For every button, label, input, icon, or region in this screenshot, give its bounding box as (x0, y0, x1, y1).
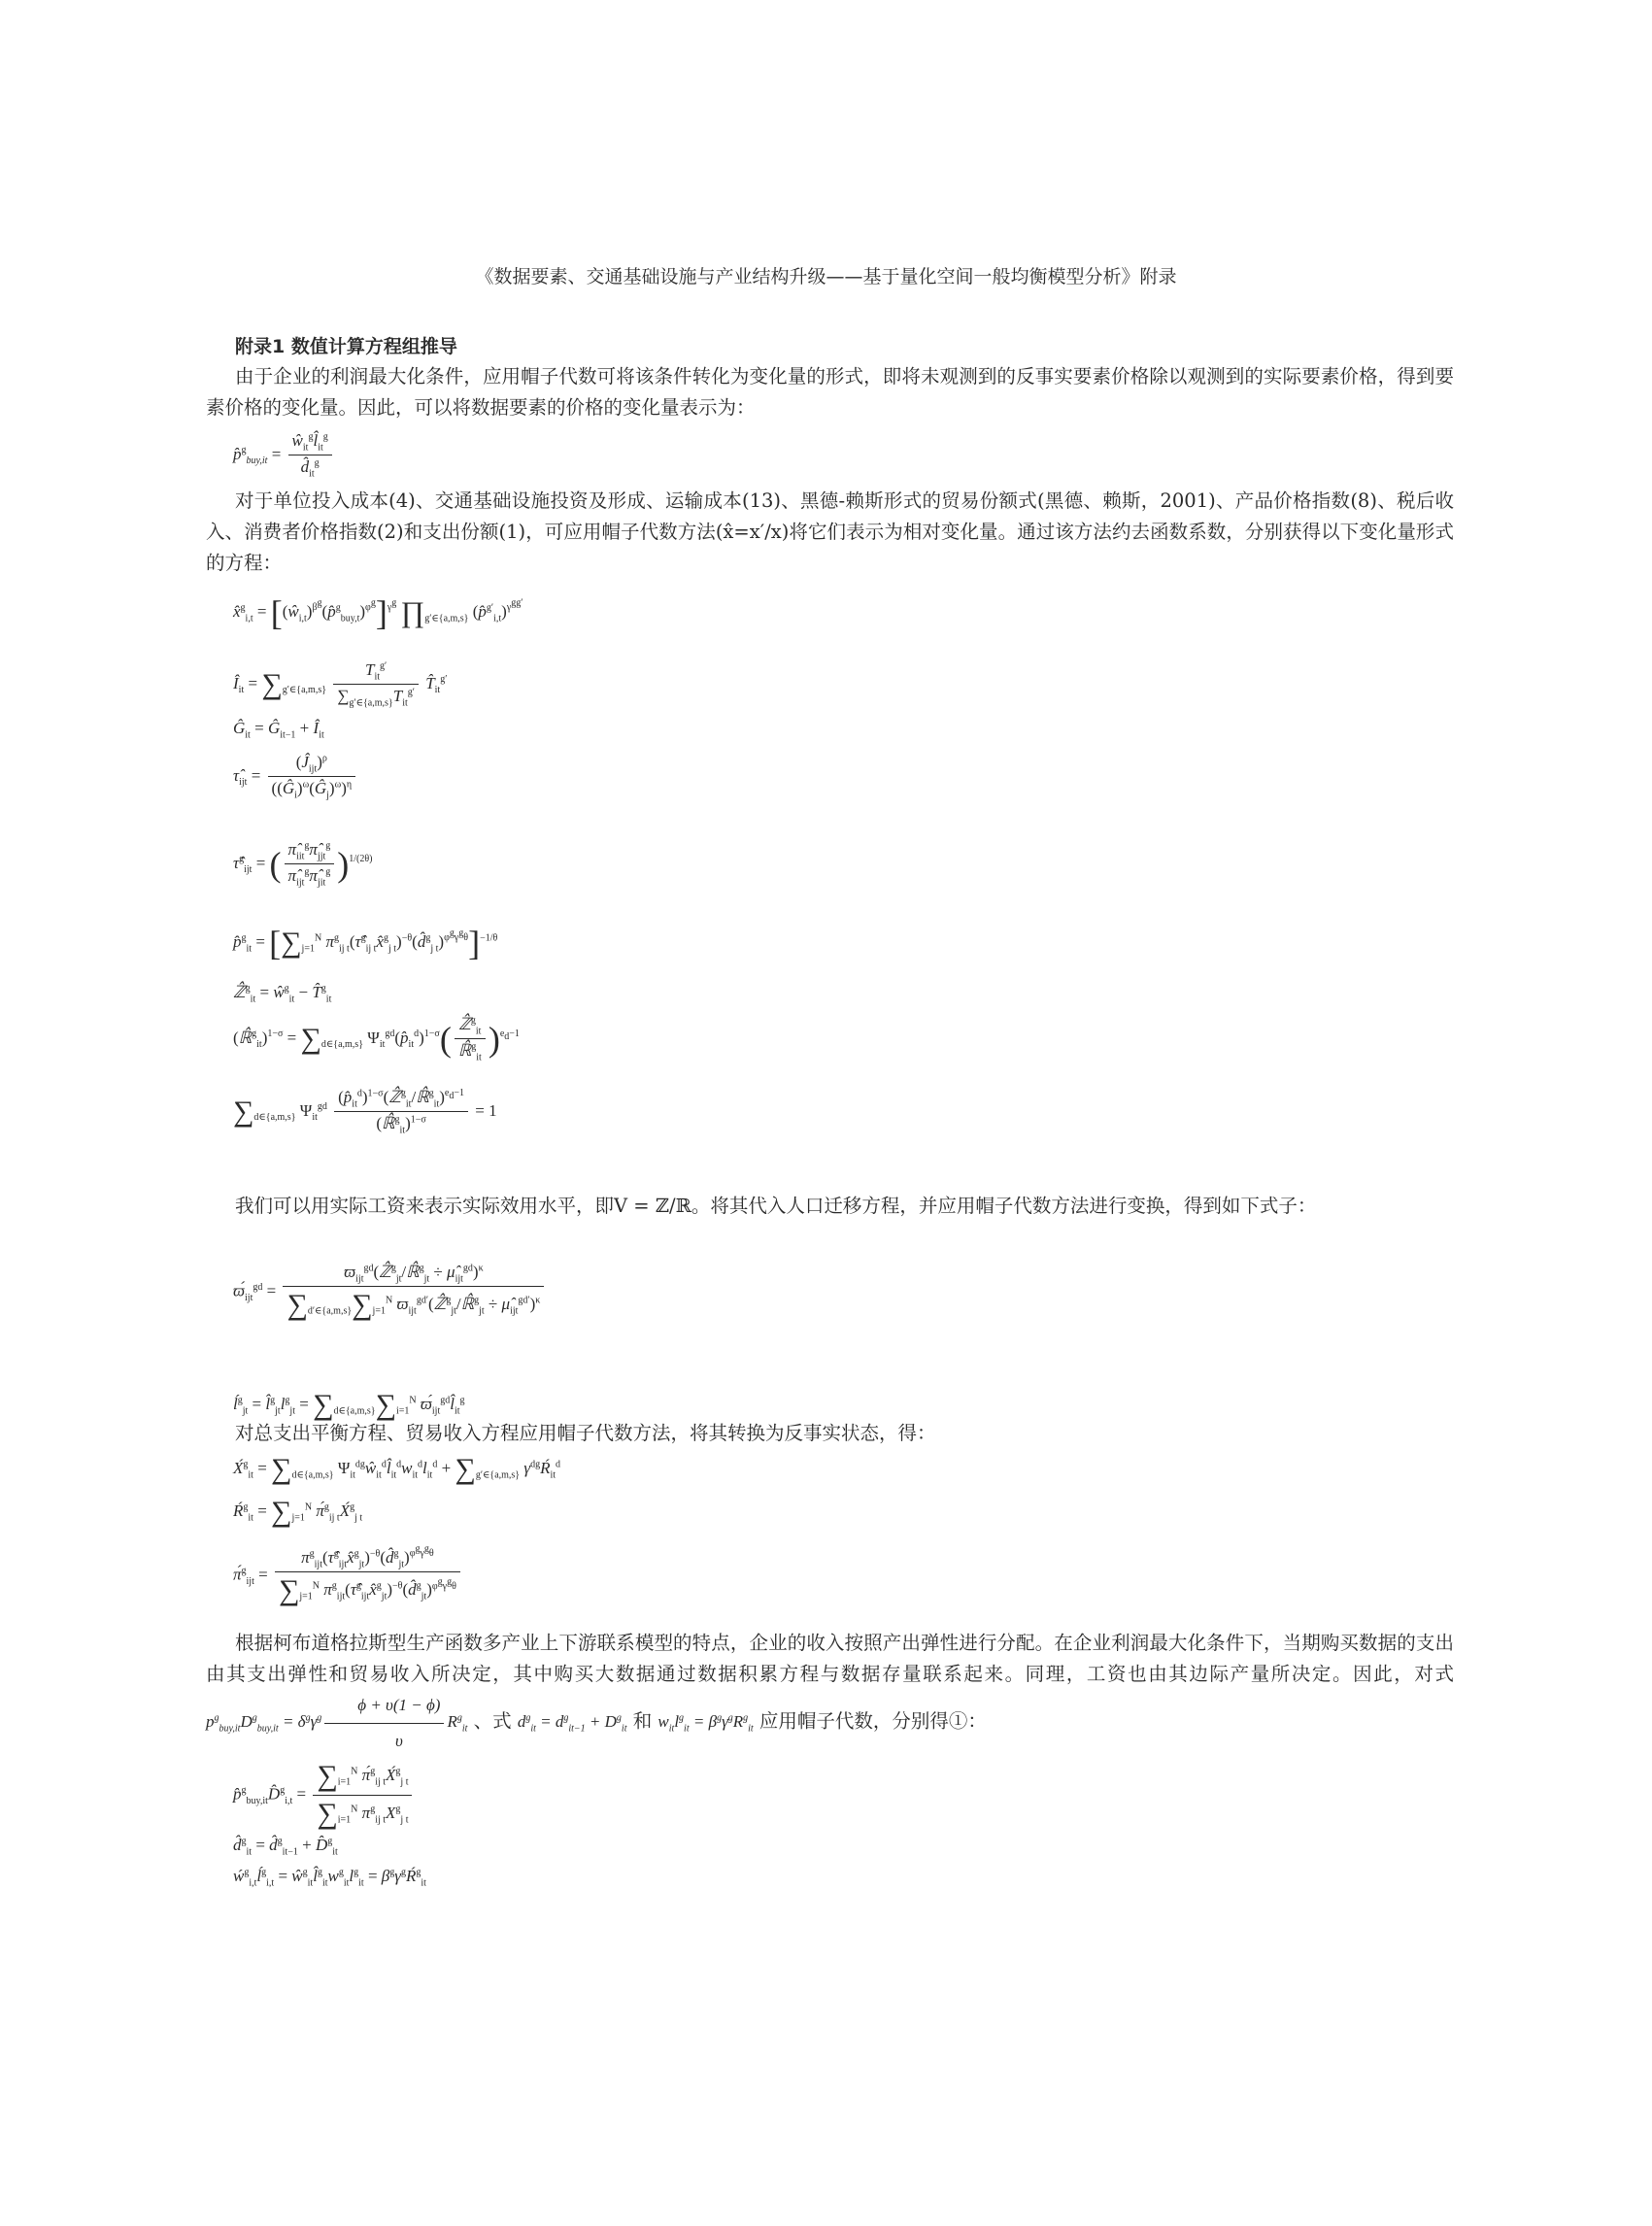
equation-data-purchase-hat: p̂$^g_{buy,it}$D̂$^g_{i,t}$ = $\frac{\sum_{i=1}^N \pí^g_{ij t}X́^g_{j t}}{\sum_{i=1}^N \pi^g_{ij t}X^g_{j t}}$ (233, 1760, 415, 1831)
inline-equation-data-accumulation: $d^g_{it} = d^g_{it-1} + D^g_{it}$ (517, 1712, 627, 1735)
equation-investment: $Î_{it} = \sum_{g'\in\{a,m,s\}}$ $\frac{T_{it}^{g'}}{\sum_{g'\in\{a,m,s\}}T_{it}^{g'}}$ $T̂_{it}^{g'}$ (233, 660, 448, 709)
equation-price-index: p̂$^g_{it}$ = [$\sum_{j=1}^N$ $\pi^g_{ij t}(\taû^g_{ij t}x̂^g_{j t})^{-\theta}(d̂^g_{j t})^{\varphi^g\gamma^g\theta}]^{-1/\theta}$ (233, 924, 498, 962)
equation-infrastructure-stock: $Ĝ_{it}$ = $Ĝ_{it-1}$ + $Î_{it}$ (233, 719, 324, 741)
equation-wage-hat: $ẃ^g_{i,t}ĺ^g_{i,t}$ = $ŵ^g_{it}l̂^g_{it}w^g_{it}l^g_{it}$ = $\beta^g\gamma^gŔ^g_{it}$ (233, 1867, 426, 1889)
inline-equation-wage: $w_{it}l^g_{it} = \beta^g\gamma^gR^g_{it}$ (657, 1712, 754, 1735)
equation-after-tax-income: ℤ̂$^g_{it}$ = $ŵ^g_{it}$ − T̂$^g_{it}$ (233, 983, 332, 1005)
equation-data-stock-hat: d̂$^g_{it}$ = d̂$^g_{it-1}$ + D̂$^g_{it}$ (233, 1836, 338, 1858)
equation-consumer-price-index: (ℝ̂$^g_{it}$)$^{1-\sigma}$ = $\sum_{d\in\{a,m,s\}}$ $\Psi_{it}^{gd}(p̂_{it}^d)^{1-\sigma}$( $\frac{ℤ̂^g_{it}}{ℝ̂^g_{it}}$ )$^{e_d-1}$ (233, 1015, 520, 1063)
document-title: 《数据要素、交通基础设施与产业结构升级——基于量化空间一般均衡模型分析》附录 (475, 266, 1177, 287)
equation-trade-share: π́$^g_{ijt}$ = $\frac{\pi^g_{ijt}(\taû^g_{ijt}x̂^g_{jt})^{-\theta}(d̂^g_{jt})^{\varphi^g\gamma^g\theta}}{\sum_{j=1}^N \pi^g_{ijt}(\taû^g_{ijt}x̂^g_{jt})^{-\theta}(d̂^g_{jt})^{\varphi^g\gamma^g\theta}}$ (233, 1544, 463, 1607)
equation-transport-cost: $\taû_{ijt}$ = $\frac{(Ĵ_{ijt})^\rho}{((Ĝ_i)^\omega(Ĝ_j)^\omega)^\eta}$ (233, 753, 358, 801)
paragraph-5-text-a: 根据柯布道格拉斯型生产函数多产业上下游联系模型的特点，企业的收入按照产出弹性进行分配。在企业利润最大化条件下，当期购买数据的支出由其支出弹性和贸易收入所决定，其中购买大数据通过数据积累方程与数据存量联系起来。同理，工资也由其边际产量所决定。因此，对式 (206, 1632, 1454, 1685)
equation-trade-income: $Ŕ^g_{it} = \sum_{j=1}^N$ π́$^g_{ij t}$X́$^g_{j t}$ (233, 1496, 363, 1528)
section-heading: 附录1 数值计算方程组推导 (235, 336, 457, 357)
paragraph-5-text-c: 和 (632, 1709, 653, 1733)
equation-unit-cost: x̂$^g_{i,t}$ = $[(ŵ_{i,t})^{\beta^g}(p̂^g_{buy,t})^{\varphi^g}]^{\gamma^g}$ $\prod_{g'\in\{a,m,s\}}$ (p̂$^{g'}_{i,t}$)$^{\gamma^{gg'}}$ (233, 593, 523, 632)
equation-total-expenditure: X́$^g_{it}$ = $\sum_{d\in\{a,m,s\}}$ $\Psi_{it}^{dg}ŵ_{it}^dl̂_{it}^dw_{it}^dl_{it}^d + \sum_{g'\in\{a,m,s\}}$ $\gamma^{dg}Ŕ_{it}^d$ (233, 1453, 561, 1485)
inline-equation-data-expenditure: $p^g_{buy,it}D^g_{buy,it} = \delta^g\gamma^g$ $\frac{\phi + \upsilon(1 - \phi)}{\upsilon}$ $R^g_{it}$ (206, 1712, 467, 1731)
equation-migration-share: $ϖ́_{ijt}^{gd}$ = $\frac{ϖ_{ijt}^{gd}(ℤ̂^g_{jt}/ℝ̂^g_{jt} \div \mû_{ijt}^{gd})^\kappa}{\sum_{d'\in\{a,m,s\}}\sum_{j=1}^N ϖ_{ijt}^{gd'}(ℤ̂^g_{jt}/ℝ̂^g_{jt} \div \mû_{ijt}^{gd'})^\kappa}$ (233, 1263, 547, 1322)
paragraph-1: 由于企业的利润最大化条件，应用帽子代数可将该条件转化为变化量的形式，即将未观测到的反事实要素价格除以观测到的实际要素价格，得到要素价格的变化量。因此，可以将数据要素的价格的变化量表示为： (206, 365, 1454, 419)
paragraph-3: 我们可以用实际工资来表示实际效用水平，即V = ℤ/ℝ。将其代入人口迁移方程，并应用帽子代数方法进行变换，得到如下式子： (235, 1195, 1317, 1217)
paragraph-5-text-d: 应用帽子代数，分别得①： (759, 1709, 987, 1733)
paragraph-5-text-b: 、式 (473, 1709, 512, 1733)
paragraph-5 (206, 1628, 1454, 1757)
equation-expenditure-share: $\sum_{d\in\{a,m,s\}}$ $\Psi_{it}^{gd}$ $\frac{(p̂_{it}^d)^{1-\sigma}(ℤ̂^g_{it}/ℝ̂^g_{it})^{e_d-1}}{(ℝ̂^g_{it})^{1-\sigma}}$ = 1 (233, 1088, 497, 1136)
paragraph-4: 对总支出平衡方程、贸易收入方程应用帽子代数方法，将其转换为反事实状态，得： (235, 1422, 936, 1444)
equation-head-ries: τ̂$^g_{ijt}$ = ( $\frac{\pî_{iit}^g\pî_{jjt}^g}{\pî_{ijt}^g\pî_{jit}^g}$ )$^{1/(2\theta)}$ (233, 840, 373, 889)
equation-labor: $ĺ^g_{jt}$ = $l̂^g_{jt}l^g_{jt} = \sum_{d\in\{a,m,s\}}\sum_{i=1}^N$ $ϖ́_{ijt}^{gd}l̂_{it}^g$ (233, 1389, 465, 1421)
equation-data-price-change: p̂$^g_{buy,it}$ = $\frac{ŵ_{it}^gl̂_{it}^g}{d̂_{it}^g}$ (233, 431, 335, 480)
paragraph-2: 对于单位投入成本(4)、交通基础设施投资及形成、运输成本(13)、黑德-赖斯形式的贸易份额式(黑德、赖斯，2001)、产品价格指数(8)、税后收入、消费者价格指数(2)和支出份额(1)，可应用帽子代数方法(x̂=x′/x)将它们表示为相对变化量。通过该方法约去函数系数，分别获得以下变化量形式的方程： (206, 489, 1454, 574)
